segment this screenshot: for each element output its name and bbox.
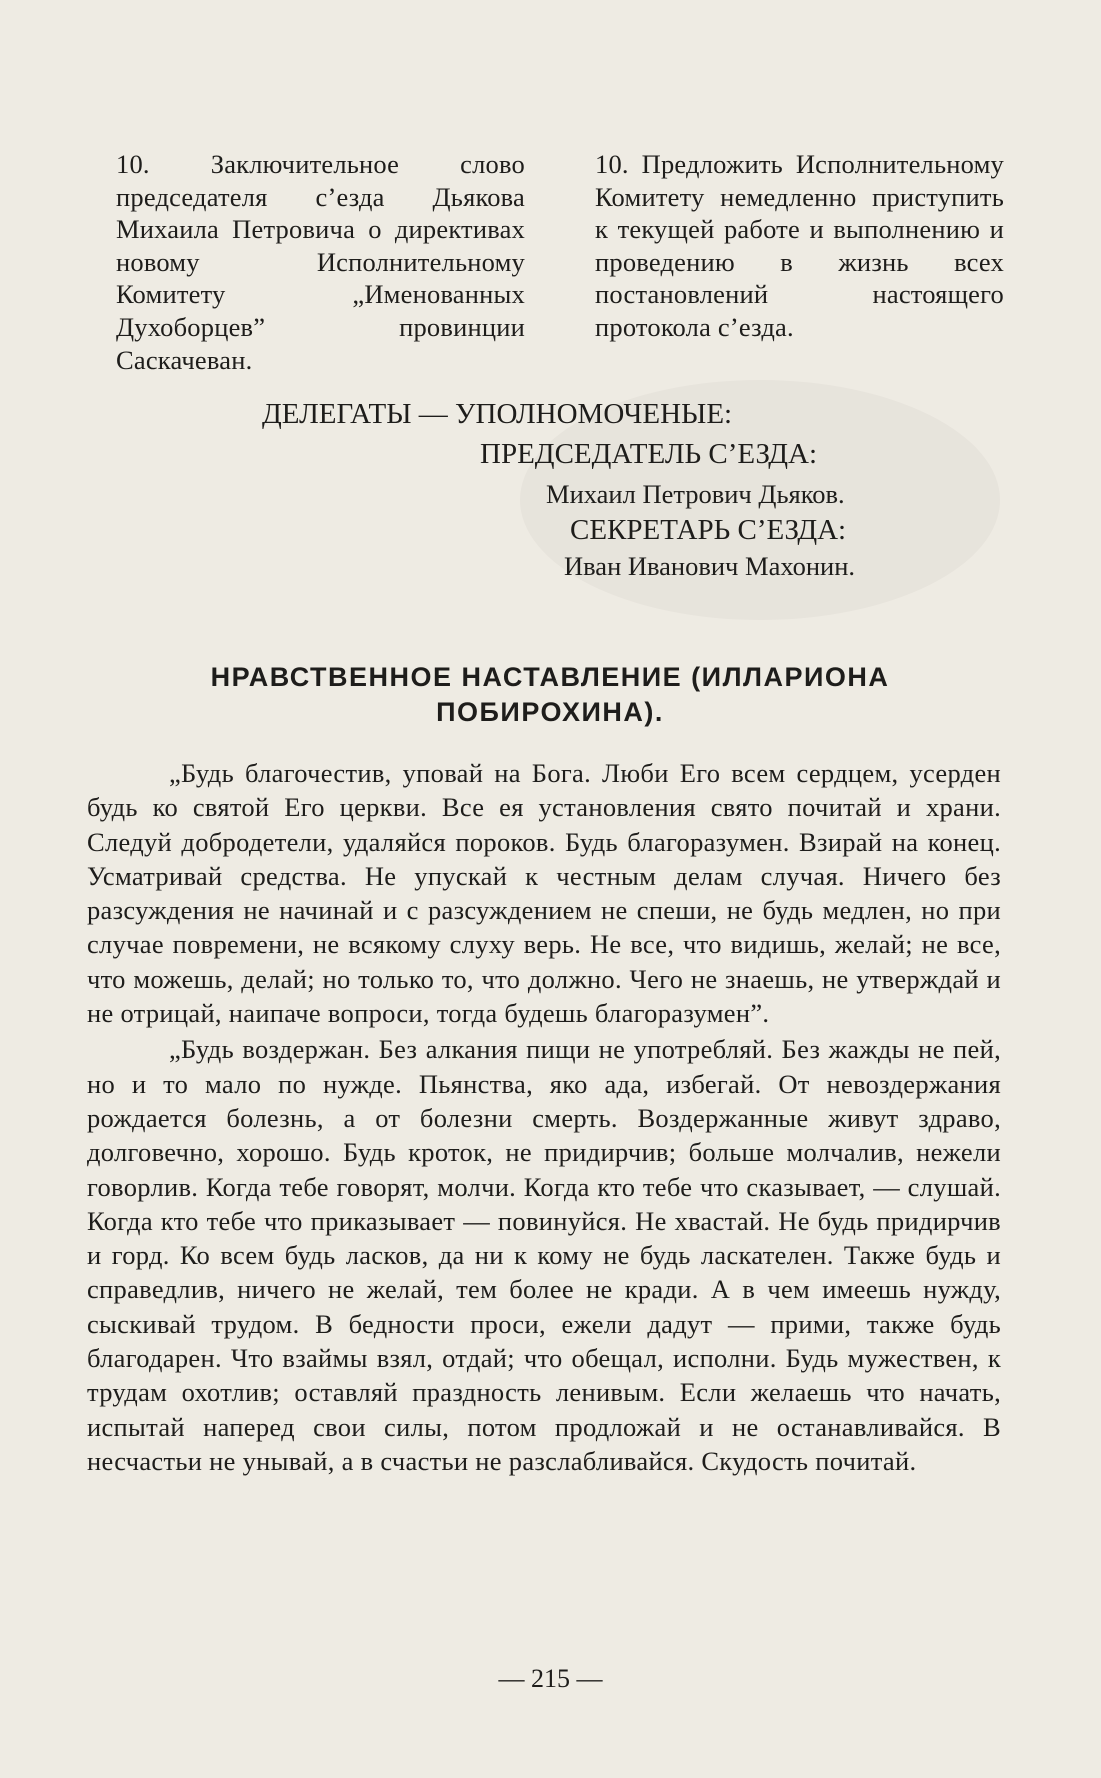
two-column-block [116,148,1004,376]
section-body [87,756,1001,1480]
page-number: — 215 — [498,1664,603,1693]
chairman-name: Михаил Петрович Дьяков. [546,479,845,509]
right-column-paragraph: 10. Предложить Исполнительному Комитету немедленно приступить к текущей работе и выполнению и проведению в жизнь всех постановлений настоящего протокола с’езда. [595,149,1004,342]
body-paragraph: „Будь благочестив, уповай на Бога. Люби Его всем сердцем, усерден будь ко святой Его церкви. Все ея установления свято почитай и храни. Следуй добродетели, удаляйся пороков. Будь благоразумен. Взирай на конец. Усматривай средства. Не упускай к честным делам случая. Ничего без разсуждения не начинай и с разсуждением не спеши, не будь медлен, но при случае повремени, не всякому слуху верь. Не все, что видишь, желай; не все, что можешь, делай; но только то, что должно. Чего не знаешь, не утверждай и не отрицай, наипаче вопроси, тогда будешь благоразумен”. [87,758,1001,1029]
secretary-title: СЕКРЕТАРЬ С’ЕЗДА: [570,514,847,546]
body-paragraph: „Будь воздержан. Без алкания пищи не употребляй. Без жажды не пей, но и то мало по нужде. Пьянства, яко ада, избегай. От невоздержания рождается болезнь, а от болезни смерть. Воздержанные живут здраво, долговечно, хорошо. Будь кроток, не придирчив; больше молчалив, нежели говорлив. Когда тебе говорят, молчи. Когда кто тебе что сказывает, — слушай. Когда кто тебе что приказывает — повинуйся. Не хвастай. Не будь придирчив и горд. Ко всем будь ласков, да ни к кому не будь ласкателен. Также будь и справедлив, ничего не желай, тем более не кради. А в чем имеешь нужду, сыскивай трудом. В бедности проси, ежели дадут — прими, также будь благодарен. Что взаймы взял, отдай; что обещал, исполни. Будь мужествен, к трудам охотлив; оставляй праздность ленивым. Если желаешь что начать, испытай наперед свои силы, потом продложай и не останавливайся. В несчастьи не унывай, а в счастьи не разслабливайся. Скудость почитай. [87,1034,1001,1476]
chairman-title: ПРЕДСЕДАТЕЛЬ С’ЕЗДА: [480,438,818,470]
right-column [595,148,1004,376]
delegates-heading: ДЕЛЕГАТЫ — УПОЛНОМОЧЕНЫЕ: [262,398,733,430]
left-column [116,148,525,376]
secretary-name: Иван Иванович Махонин. [564,551,855,581]
section-title: НРАВСТВЕННОЕ НАСТАВЛЕНИЕ (ИЛЛАРИОНА ПОБИРОХИНА). [210,662,890,727]
left-column-paragraph: 10. Заключительное слово председателя с’езда Дьякова Михаила Петровича о директивах новому Исполнительному Комитету „Именованных Духоборцев” провинции Саскачеван. [116,149,525,375]
